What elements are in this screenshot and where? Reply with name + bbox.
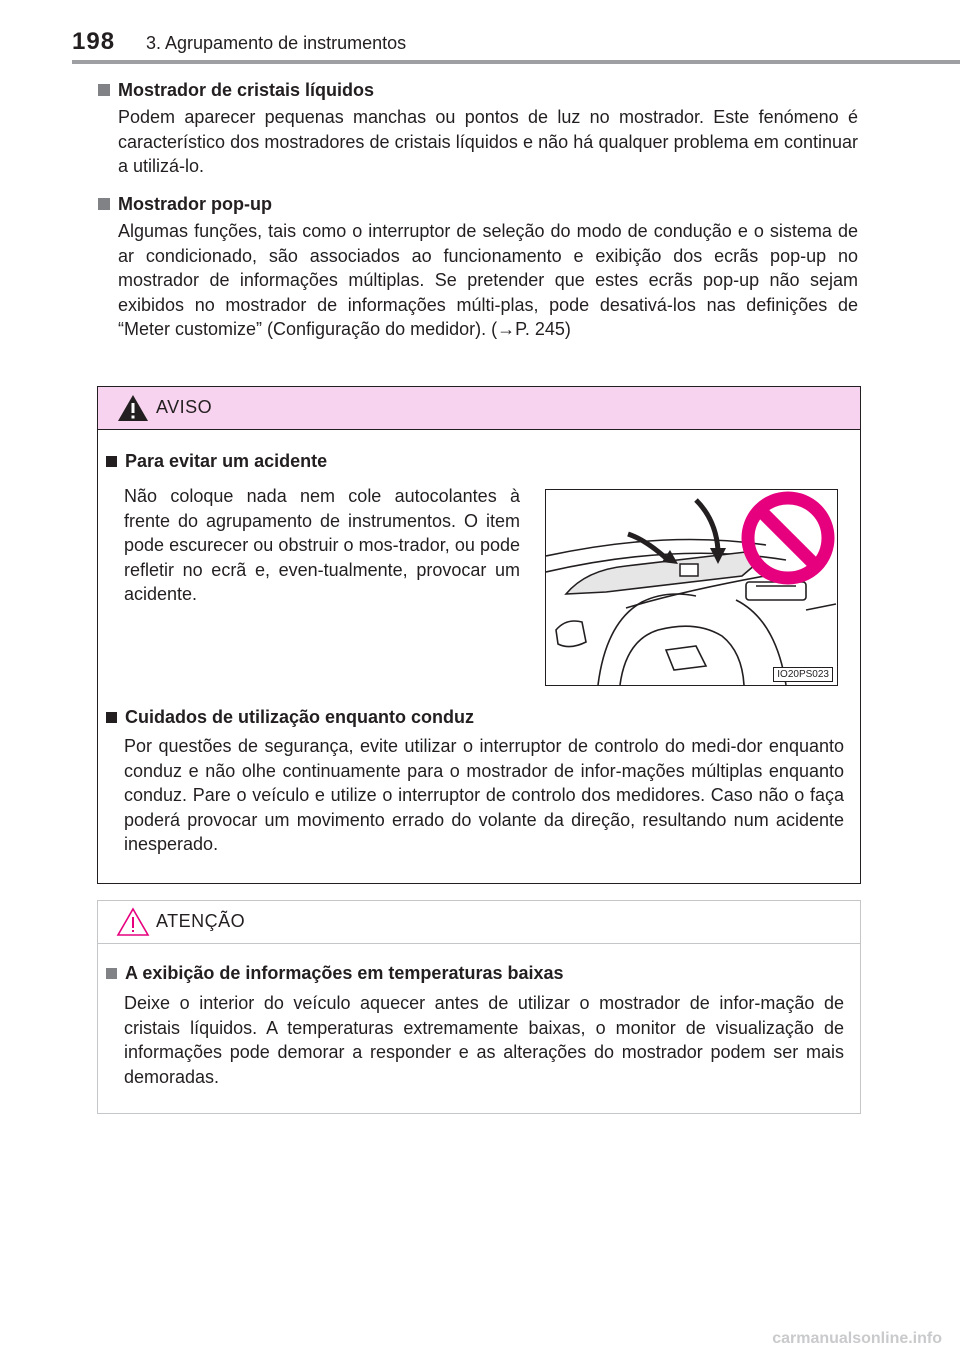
- caution-item-title: [106, 961, 564, 985]
- warning-label: AVISO: [156, 397, 213, 417]
- bullet-square-icon: [106, 456, 117, 467]
- section-title: [98, 78, 858, 102]
- warning-box: [97, 386, 861, 884]
- section-body: Algumas funções, tais como o interruptor de seleção do modo de condução e o sistema de ar condicionado, são associados ao funcionamento e exibição dos ecrãs pop-up no mostrador de informações múltiplas. Se pretender que estes ecrãs pop-up não sejam exibidos no mostrador de informações múlti-plas, pode desativá-los nas definições de “Meter customize” (Configuração do medidor). (→P. 245): [118, 221, 858, 339]
- section-title-text: Mostrador de cristais líquidos: [118, 80, 375, 100]
- warning-triangle-icon: [116, 393, 150, 423]
- section-lcd: [98, 78, 858, 179]
- warning-item-body: Por questões de segurança, evite utilizar o interruptor de controlo do medi-dor enquanto conduz e não olhe continuamente para o mostrador de infor-mações múltiplas enquanto conduz. Pare o veículo e utilize o interruptor de controlo dos medidores. Caso não o faça poderá provocar um movimento errado do volante da direção, resultando num acidente inesperado.: [124, 736, 844, 854]
- dashboard-illustration: [545, 489, 838, 686]
- caution-triangle-icon: [116, 907, 150, 937]
- warning-item-title-text: Cuidados de utilização enquanto conduz: [125, 707, 475, 727]
- warning-item-title-text: Para evitar um acidente: [125, 451, 328, 471]
- warning-item-body: Não coloque nada nem cole autocolantes à frente do agrupamento de instrumentos. O item pode escurecer ou obstruir o mos-trador, ou pode refletir no ecrã e, even-tualmente, provocar um acidente.: [124, 486, 520, 604]
- page-number: 198: [72, 28, 116, 55]
- section-body: Podem aparecer pequenas manchas ou pontos de luz no mostrador. Este fenómeno é característico dos mostradores de cristais líquidos e não há qualquer problema em continuar a utilizá-lo.: [118, 107, 858, 176]
- warning-item-title: [106, 449, 327, 473]
- dashboard-drawing: [546, 490, 837, 685]
- section-title: [98, 192, 858, 216]
- bullet-square-icon: [98, 84, 110, 96]
- caution-box-header: [98, 901, 860, 944]
- bullet-square-icon: [106, 712, 117, 723]
- page-header: [0, 0, 960, 62]
- section-title-text: Mostrador pop-up: [118, 194, 272, 214]
- caution-box: [97, 900, 861, 1114]
- warning-box-header: [98, 387, 860, 430]
- section-popup: [98, 192, 858, 342]
- chapter-title: 3. Agrupamento de instrumentos: [146, 33, 407, 53]
- caution-item-body: Deixe o interior do veículo aquecer antes de utilizar o mostrador de infor-mação de cristais líquidos. A temperaturas extremamente baixas, o monitor de visualização de informações pode demorar a responder e as alterações do mostrador podem ser mais demoradas.: [124, 993, 844, 1087]
- watermark: carmanualsonline.info: [772, 1330, 942, 1347]
- bullet-square-icon: [106, 968, 117, 979]
- header-rule: [72, 60, 960, 64]
- warning-item-title: [106, 705, 474, 729]
- bullet-square-icon: [98, 198, 110, 210]
- illustration-code: IO20PS023: [773, 667, 833, 682]
- caution-item-title-text: A exibição de informações em temperaturas baixas: [125, 963, 564, 983]
- caution-label: ATENÇÃO: [156, 911, 246, 931]
